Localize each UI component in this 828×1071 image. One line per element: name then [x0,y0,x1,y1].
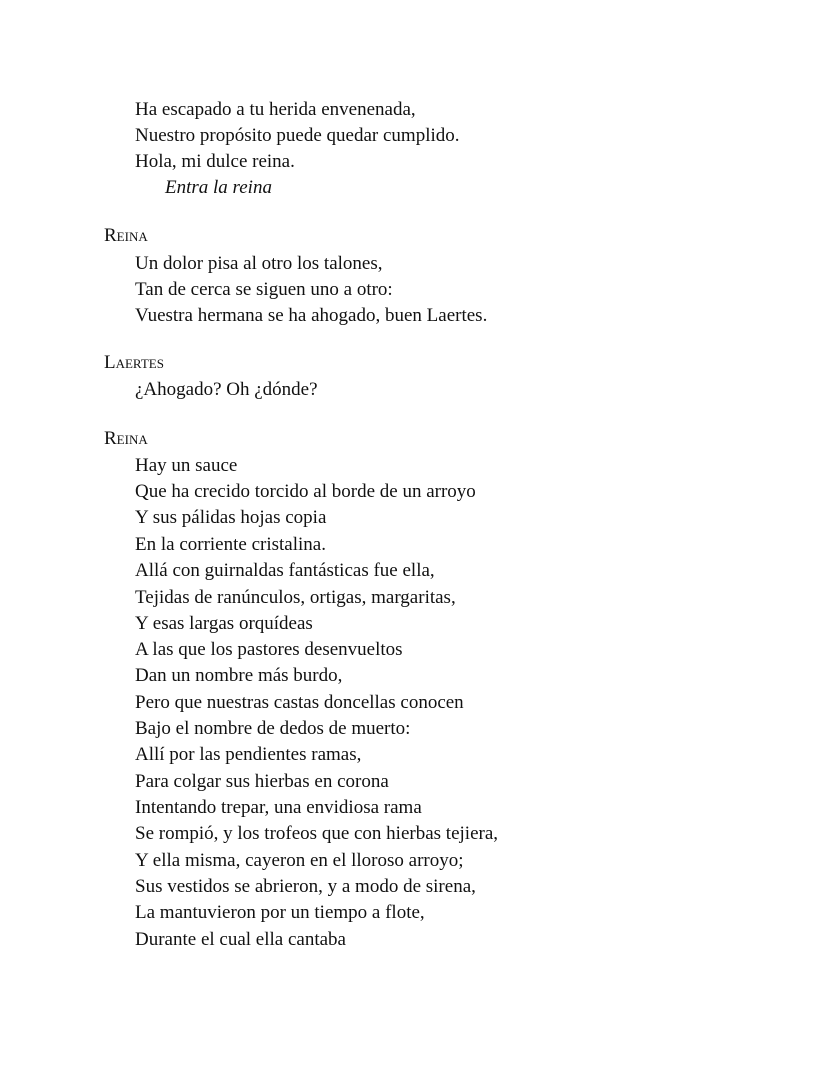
verse-line: Allá con guirnaldas fantásticas fue ella, [135,560,435,581]
verse-line: A las que los pastores desenvueltos [135,639,403,660]
verse-line: Y sus pálidas hojas copia [135,507,327,528]
verse-line: En la corriente cristalina. [135,534,326,555]
verse-line: Tejidas de ranúnculos, ortigas, margaritas, [135,587,456,608]
stage-direction: Entra la reina [165,177,272,198]
verse-line: Sus vestidos se abrieron, y a modo de sirena, [135,876,476,897]
verse-line: Allí por las pendientes ramas, [135,744,362,765]
verse-line: ¿Ahogado? Oh ¿dónde? [135,379,318,400]
verse-line: Hola, mi dulce reina. [135,151,295,172]
verse-line: Se rompió, y los trofeos que con hierbas tejiera, [135,823,499,844]
verse-line: La mantuvieron por un tiempo a flote, [135,902,425,923]
verse-line: Y esas largas orquídeas [135,613,313,634]
verse-line: Pero que nuestras castas doncellas conocen [135,692,464,713]
verse-line: Tan de cerca se siguen uno a otro: [135,279,393,300]
verse-line: Para colgar sus hierbas en corona [135,771,389,792]
speaker-name: Laertes [104,352,164,373]
verse-line: Bajo el nombre de dedos de muerto: [135,718,411,739]
verse-line: Durante el cual ella cantaba [135,929,346,950]
speaker-name: Reina [104,428,148,449]
verse-line: Ha escapado a tu herida envenenada, [135,99,416,120]
verse-line: Un dolor pisa al otro los talones, [135,253,383,274]
verse-line: Vuestra hermana se ha ahogado, buen Laertes. [135,305,488,326]
speaker-name: Reina [104,225,148,246]
verse-line: Que ha crecido torcido al borde de un arroyo [135,481,476,502]
verse-line: Y ella misma, cayeron en el lloroso arroyo; [135,850,464,871]
verse-line: Dan un nombre más burdo, [135,665,343,686]
verse-line: Intentando trepar, una envidiosa rama [135,797,422,818]
verse-line: Nuestro propósito puede quedar cumplido. [135,125,460,146]
verse-line: Hay un sauce [135,455,238,476]
